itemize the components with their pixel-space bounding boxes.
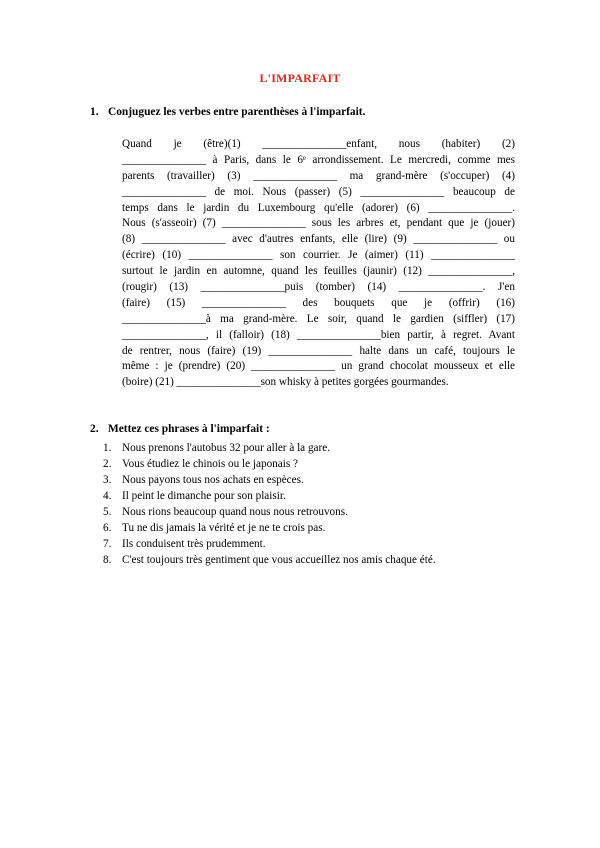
item-number: 2. bbox=[103, 458, 112, 470]
paragraph-line: (8) _______________ avec d'autres enfants, elle (lire) (9) _______________ ou bbox=[122, 233, 515, 246]
exercise-1-heading bbox=[90, 106, 365, 118]
paragraph-line: _______________ à Paris, dans le 6ᵉ arrondissement. Le mercredi, comme mes bbox=[122, 153, 515, 166]
paragraph-line: _______________, il (falloir) (18) _______________bien partir, à regret. Avant bbox=[122, 328, 515, 341]
item-text: Nous rions beaucoup quand nous nous retrouvons. bbox=[122, 506, 348, 518]
item-text: Ils conduisent très prudemment. bbox=[122, 538, 266, 550]
list-item bbox=[103, 504, 543, 520]
paragraph-line: de rentrer, nous (faire) (19) _______________ halte dans un café, toujours le bbox=[122, 344, 515, 357]
list-item bbox=[103, 472, 543, 488]
item-text: Il peint le dimanche pour son plaisir. bbox=[122, 490, 286, 502]
page-title: L'IMPARFAIT bbox=[259, 71, 341, 85]
exercise-2-instruction: Mettez ces phrases à l'imparfait : bbox=[108, 423, 270, 435]
item-text: Vous étudiez le chinois ou le japonais ? bbox=[122, 458, 298, 470]
item-number: 3. bbox=[103, 474, 112, 486]
exercise-2-number: 2. bbox=[90, 423, 99, 435]
item-number: 6. bbox=[103, 522, 112, 534]
paragraph-line: (boire) (21) _______________son whisky à petites gorgées gourmandes. bbox=[122, 376, 449, 389]
list-item bbox=[103, 488, 543, 504]
list-item bbox=[103, 552, 543, 568]
list-item bbox=[103, 536, 543, 552]
paragraph-line: surtout le jardin en automne, quand les feuilles (jaunir) (12) _______________, bbox=[122, 265, 515, 278]
list-item bbox=[103, 440, 543, 456]
item-text: C'est toujours très gentiment que vous accueillez nos amis chaque été. bbox=[122, 554, 436, 566]
exercise-1-paragraph bbox=[122, 137, 515, 391]
item-number: 1. bbox=[103, 442, 112, 454]
paragraph-line: Quand je (être)(1) _______________enfant, nous (habiter) (2) bbox=[122, 138, 515, 150]
paragraph-line: Nous (s'asseoir) (7) _______________ sous les arbres et, pendant que je (jouer) bbox=[122, 217, 515, 230]
paragraph-line: (rougir) (13) _______________puis (tomber) (14) _______________. J'en bbox=[122, 281, 515, 294]
exercise-2-heading bbox=[90, 423, 270, 435]
paragraph-line: parents (travailler) (3) _______________ ma grand-mère (s'occuper) (4) bbox=[122, 169, 515, 182]
paragraph-line: même : je (prendre) (20) _______________ un grand chocolat mousseux et elle bbox=[122, 360, 515, 373]
exercise-1-number: 1. bbox=[90, 106, 99, 118]
paragraph-line: _______________ de moi. Nous (passer) (5) _______________ beaucoup de bbox=[122, 185, 515, 198]
list-item bbox=[103, 520, 543, 536]
exercise-1-instruction: Conjuguez les verbes entre parenthèses à l'imparfait. bbox=[108, 106, 366, 118]
item-text: Tu ne dis jamais la vérité et je ne te crois pas. bbox=[122, 522, 326, 534]
item-number: 7. bbox=[103, 538, 112, 550]
item-text: Nous payons tous nos achats en espèces. bbox=[122, 474, 304, 486]
item-number: 4. bbox=[103, 490, 112, 502]
paragraph-line: (écrire) (10) _______________ son courrier. Je (aimer) (11) _______________ bbox=[122, 249, 515, 262]
paragraph-line: temps dans le jardin du Luxembourg qu'elle (adorer) (6) _______________. bbox=[122, 201, 515, 214]
list-item bbox=[103, 456, 543, 472]
item-number: 8. bbox=[103, 554, 112, 566]
paragraph-line: _______________à ma grand-mère. Le soir, quand le gardien (siffler) (17) bbox=[122, 312, 515, 325]
exercise-2-list bbox=[103, 440, 543, 568]
paragraph-line: (faire) (15) _______________ des bouquets que je (offrir) (16) bbox=[122, 296, 515, 309]
item-text: Nous prenons l'autobus 32 pour aller à la gare. bbox=[122, 442, 330, 454]
item-number: 5. bbox=[103, 506, 112, 518]
